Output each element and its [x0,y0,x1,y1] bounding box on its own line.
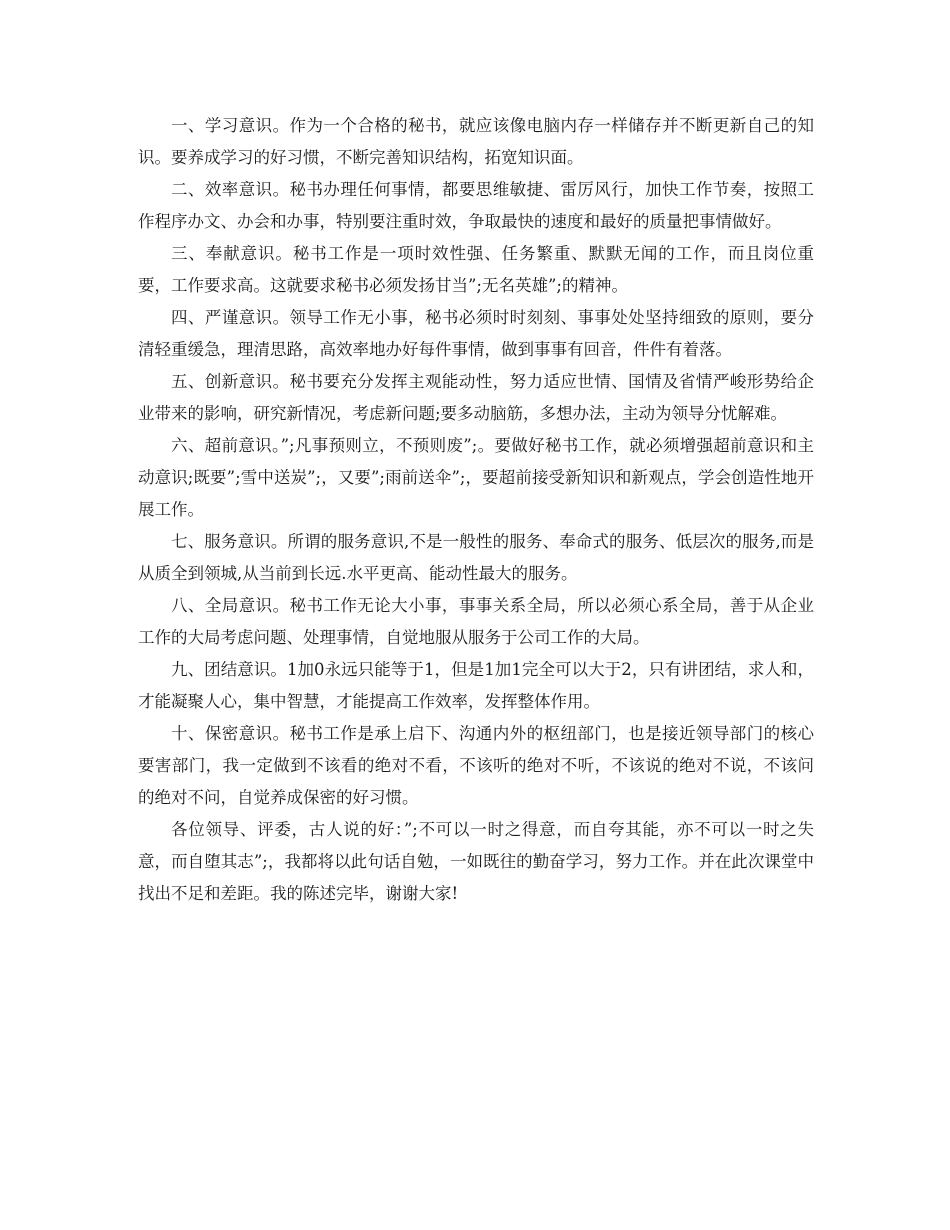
paragraph-closing-remarks: 各位领导、评委，古人说的好：”;不可以一时之得意，而自夸其能，亦不可以一时之失意，而自堕其志”;，我都将以此句话自勉，一如既往的勤奋学习，努力工作。并在此次课堂中找出不足和差距。我的陈述完毕，谢谢大家! [138,820,814,903]
paragraph-efficiency-awareness: 二、效率意识。秘书办理任何事情，都要思维敏捷、雷厉风行，加快工作节奏，按照工作程序办文、办会和办事，特别要注重时效，争取最快的速度和最好的质量把事情做好。 [138,180,814,231]
paragraph-overall-awareness: 八、全局意识。秘书工作无论大小事，事事关系全局，所以必须心系全局，善于从企业工作的大局考虑问题、处理事情，自觉地服从服务于公司工作的大局。 [138,596,814,647]
paragraph-confidentiality-awareness: 十、保密意识。秘书工作是承上启下、沟通内外的枢纽部门，也是接近领导部门的核心要害部门，我一定做到不该看的绝对不看，不该听的绝对不听，不该说的绝对不说，不该问的绝对不问，自觉养成保密的好习惯。 [138,724,814,807]
paragraph-innovation-awareness: 五、创新意识。秘书要充分发挥主观能动性，努力适应世情、国情及省情严峻形势给企业带来的影响，研究新情况，考虑新问题;要多动脑筋，多想办法，主动为领导分忧解难。 [138,372,814,423]
paragraph-unity-awareness: 九、团结意识。1加0永远只能等于1，但是1加1完全可以大于2，只有讲团结，求人和，才能凝聚人心，集中智慧，才能提高工作效率，发挥整体作用。 [138,660,814,711]
paragraph-dedication-awareness: 三、奉献意识。秘书工作是一项时效性强、任务繁重、默默无闻的工作，而且岗位重要，工作要求高。这就要求秘书必须发扬甘当”;无名英雄”;的精神。 [138,244,814,295]
paragraph-learning-awareness: 一、学习意识。作为一个合格的秘书，就应该像电脑内存一样储存并不断更新自己的知识。要养成学习的好习惯，不断完善知识结构，拓宽知识面。 [138,116,814,167]
paragraph-rigor-awareness: 四、严谨意识。领导工作无小事，秘书必须时时刻刻、事事处处坚持细致的原则，要分清轻重缓急，理清思路，高效率地办好每件事情，做到事事有回音，件件有着落。 [138,308,814,359]
document-body [138,110,814,910]
paragraph-foresight-awareness: 六、超前意识。”;凡事预则立，不预则废”;。要做好秘书工作，就必须增强超前意识和主动意识;既要”;雪中送炭”;，又要”;雨前送伞”;，要超前接受新知识和新观点，学会创造性地开展工作。 [138,436,814,519]
paragraph-service-awareness: 七、服务意识。所谓的服务意识,不是一般性的服务、奉命式的服务、低层次的服务,而是从质全到领城,从当前到长远.水平更高、能动性最大的服务。 [138,532,814,583]
